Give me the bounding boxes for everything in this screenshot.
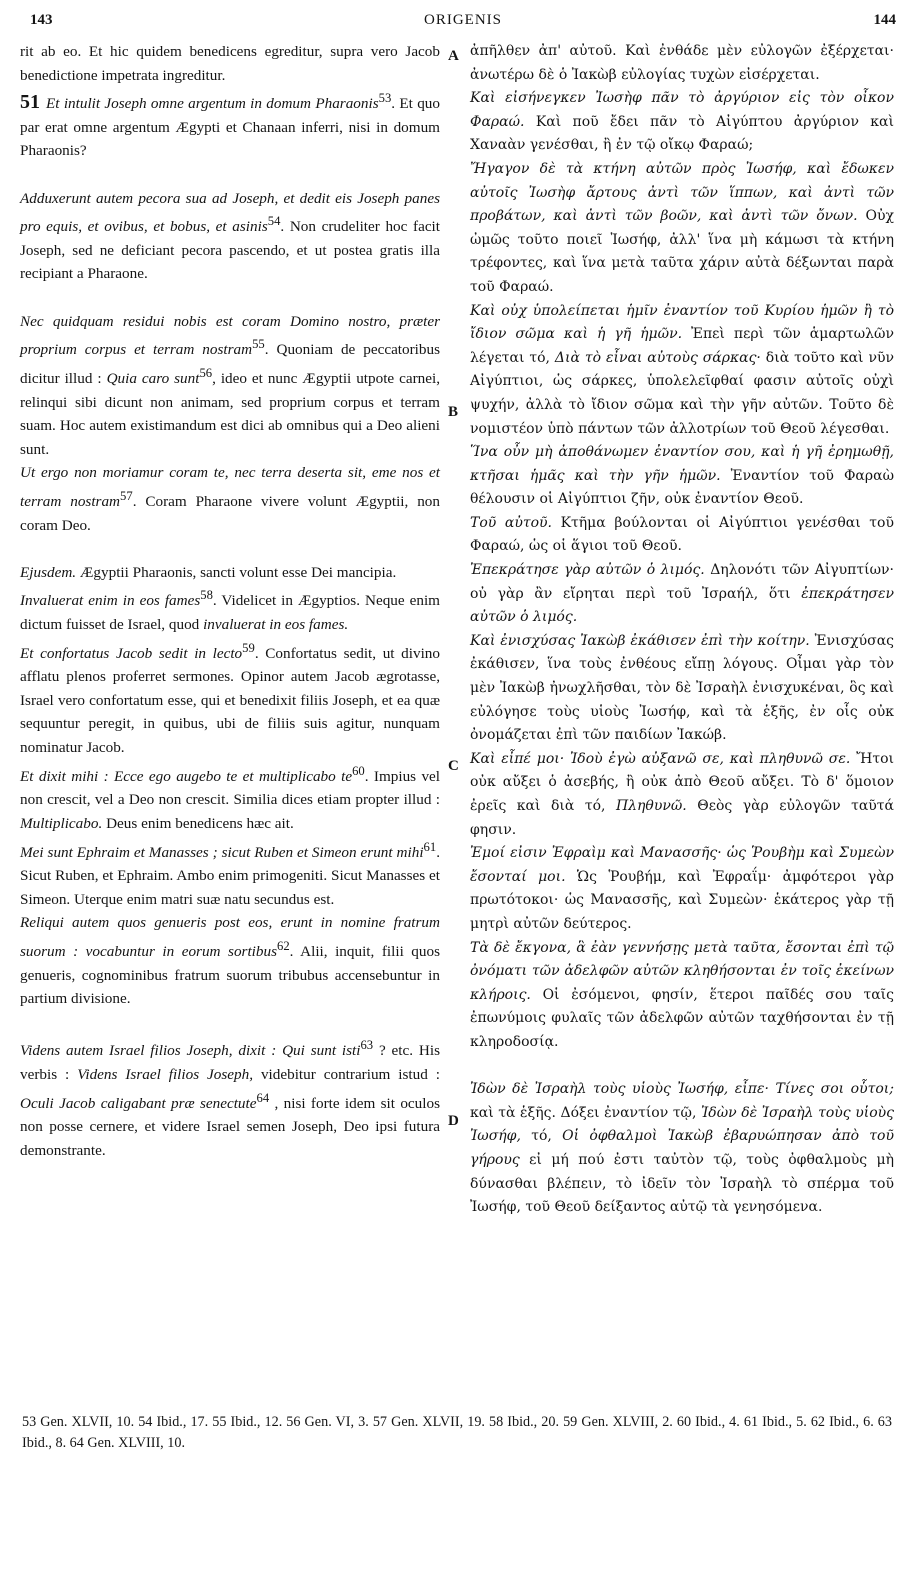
latin-column (20, 40, 440, 1162)
greek-paragraph: Ἵνα οὖν μὴ ἀποθάνωμεν ἐναντίον σου, καὶ ἡ γῆ ἐρημωθῇ, κτῆσαι ἡμᾶς καὶ τὴν γῆν ἡμῶν. Ἐναντίον τοῦ Φαραὼ θέλουσιν οἱ Αἰγύπτιοι ζῆν, οὐκ ἐναντίον Θεοῦ. (470, 444, 894, 508)
running-header (30, 12, 896, 40)
running-title: ORIGENIS (424, 12, 502, 28)
section-number: 51 (20, 91, 40, 114)
latin-paragraph: rit ab eo. Et hic quidem benedicens egreditur, supra vero Jacob benedictione impetrata ingreditur. (20, 43, 440, 84)
greek-paragraph: Καὶ εἰσήνεγκεν Ἰωσὴφ πᾶν τὸ ἀργύριον εἰς τὸν οἶκον Φαραώ. Καὶ ποῦ ἔδει πᾶν τὸ Αἰγύπτου ἀργύριον καὶ Χαναὰν γενέσθαι, ἢ ἐν τῷ οἴκῳ Φαραώ; (470, 90, 894, 154)
greek-paragraph: Τοῦ αὐτοῦ. Κτῆμα βούλονται οἱ Αἰγύπτιοι γενέσθαι τοῦ Φαραώ, ὡς οἱ ἅγιοι τοῦ Θεοῦ. (470, 514, 894, 555)
section-marker-a: A (448, 48, 459, 64)
greek-paragraph: Καὶ ἐνισχύσας Ἰακὼβ ἐκάθισεν ἐπὶ τὴν κοίτην. Ἐνισχύσας ἐκάθισεν, ἵνα τοὺς ἐνθέους εἴπῃ λόγους. Οἶμαι γὰρ τὸν μὲν Ἰακὼβ ἠνωχλῆσθαι, τὸν δὲ Ἰσραὴλ ἐνισχυκέναι, ὃς καὶ εὐλόγησε τοὺς υἱοὺς Ἰωσήφ, καὶ τὰ ἑξῆς, ἐν οἷς οὐκ ὀνομάζεται ἐπὶ τῶν παιδίων Ἰακώβ. (470, 632, 894, 744)
greek-paragraph: Ἤγαγον δὲ τὰ κτήνη αὐτῶν πρὸς Ἰωσήφ, καὶ ἔδωκεν αὐτοῖς Ἰωσὴφ ἄρτους ἀντὶ τῶν ἵππων, καὶ ἀντὶ τῶν προβάτων, καὶ ἀντὶ τῶν βοῶν, καὶ ἀντὶ τῶν ὄνων. Οὐχ ὠμῶς τοῦτο ποιεῖ Ἰωσήφ, ἀλλ' ἵνα μὴ κάμωσι τὰ κτήνη τρέφοντες, καὶ ἵνα μετὰ ταῦτα χάριν αὐτὰ δέξωνται παρὰ τοῦ Φαραώ. (470, 160, 894, 295)
latin-paragraph: 51 Et intulit Joseph omne argentum in domum Pharaonis$^{53}$. Et quo par erat omne argentum Ægypti et Chanaan inferri, nisi in domum Pharaonis? (20, 91, 440, 160)
latin-paragraph: Invaluerat enim in eos fames$^{58}$. Videlicet in Ægyptios. Neque enim dictum fuisset de Israel, quod invaluerat in eos fames. (20, 588, 440, 634)
latin-paragraph: Videns autem Israel filios Joseph, dixit : Qui sunt isti$^{63}$ ? etc. His verbis : Videns Israel filios Joseph, videbitur contrarium istud : Oculi Jacob caligabant præ senectute$^{64}$ , nisi forte idem sit oculos non posse cernere, et videre Israel semen Joseph, Deo ipsi futura demonstrante. (20, 1038, 441, 1159)
right-page-number: 144 (873, 12, 896, 28)
greek-paragraph: Τὰ δὲ ἔκγονα, ἃ ἐὰν γεννήσῃς μετὰ ταῦτα, ἔσονται ἐπὶ τῷ ὀνόματι τῶν ἀδελφῶν αὐτῶν κληθήσονται ἐν τοῖς ἐκείνων κλήροις. Οἱ ἐσόμενοι, φησίν, ἕτεροι παῖδές σου ταῖς ἐπωνύμοις φυλαῖς τῶν ἀδελφῶν αὐτῶν ταχθήσονται ἐν τῇ κληροδοσίᾳ. (470, 939, 894, 1050)
greek-paragraph: Ἰδὼν δὲ Ἰσραὴλ τοὺς υἱοὺς Ἰωσήφ, εἶπε· Τίνες σοι οὗτοι; καὶ τὰ ἑξῆς. Δόξει ἐναντίον τῷ, Ἰδὼν δὲ Ἰσραὴλ τοὺς υἱοὺς Ἰωσήφ, τό, Οἱ ὀφθαλμοὶ Ἰακὼβ ἐβαρυώπησαν ἀπὸ τοῦ γήρους εἰ μή πού ἐστι ταὐτὸν τῷ, τοὺς ὀφθαλμοὺς μὴ δύνασθαι βλέπειν, τὸ ἰδεῖν τὸν Ἰσραὴλ τὸ σπέρμα τοῦ Ἰωσήφ, τοῦ Θεοῦ δείξαντος αὐτῷ τὰ γενησόμενα. (470, 1081, 895, 1216)
latin-paragraph: Ejusdem. Ægyptii Pharaonis, sancti volunt esse Dei mancipia. (20, 563, 397, 581)
latin-paragraph: Reliqui autem quos genueris post eos, erunt in nomine fratrum suorum : vocabuntur in eorum sortibus$^{62}$. Alii, inquit, filii quos genueris, cognominibus fratrum suorum tribubus accensebuntur in partium divisione. (20, 914, 440, 1008)
section-marker-b: B (448, 404, 459, 420)
latin-paragraph: Mei sunt Ephraim et Manasses ; sicut Ruben et Simeon erunt mihi$^{61}$. Sicut Ruben, et Ephraim. Ambo enim primogeniti. Sicut Manasses et Simeon. Uterque enim matri suæ natu secundus est. (20, 839, 440, 908)
greek-paragraph: ἀπῆλθεν ἀπ' αὐτοῦ. Καὶ ἐνθάδε μὲν εὐλογῶν ἐξέρχεται· ἀνωτέρω δὲ ὁ Ἰακὼβ εὐλογίας τυχὼν εἰσέρχεται. (470, 43, 894, 83)
greek-paragraph: Ἐπεκράτησε γὰρ αὐτῶν ὁ λιμός. Δηλονότι τῶν Αἰγυπτίων· οὐ γὰρ ἂν εἴρηται περὶ τοῦ Ἰσραήλ, ὅτι ἐπεκράτησεν αὐτῶν ὁ λιμός. (470, 562, 894, 626)
greek-paragraph: Καὶ εἶπέ μοι· Ἰδοὺ ἐγὼ αὐξανῶ σε, καὶ πληθυνῶ σε. Ἤτοι οὐκ αὔξει ὁ ἀσεβής, ἢ οὐκ ἀπὸ Θεοῦ αὔξει. Τὸ δ' ὅμοιον ἐρεῖς καὶ διὰ τό, Πληθυνῶ. Θεὸς γὰρ εὐλογῶν ταῦτά φησιν. (470, 750, 894, 838)
footnotes: 53 Gen. XLVII, 10. 54 Ibid., 17. 55 Ibid., 12. 56 Gen. VI, 3. 57 Gen. XLVII, 19. 58 Ibid., 20. 59 Gen. XLVIII, 2. 60 Ibid., 4. 61 Ibid., 5. 62 Ibid., 6. 63 Ibid., 8. 64 Gen. XLVIII, 10. (22, 1414, 892, 1451)
section-marker-c: C (448, 758, 459, 774)
latin-paragraph: Nec quidquam residui nobis est coram Domino nostro, præter proprium corpus et terram nostram$^{55}$. Quoniam de peccatoribus dicitur illud : Quia caro sunt$^{56}$, ideo et nunc Ægyptii utpote carnei, relinqui sibi dicunt non animam, sed proprium corpus et terram suam. Hoc autem existimandum est dici ab omnibus qui a Deo alieni sunt. (20, 312, 441, 458)
latin-paragraph: Adduxerunt autem pecora sua ad Joseph, et dedit eis Joseph panes pro equis, et ovibus, et bobus, et asinis$^{54}$. Non crudeliter hoc facit Joseph, sed ne deficiant pecora pascendo, et ut postea gratis illa recipiant a Pharaone. (20, 189, 440, 283)
left-page-number: 143 (30, 12, 53, 28)
latin-paragraph: Et dixit mihi : Ecce ego augebo te et multiplicabo $te^{60}$. Impius vel non crescit, vel a Deo non crescit. Similia dices etiam propter illud : Multiplicabo. Deus enim benedicens hæc ait. (20, 763, 441, 832)
latin-paragraph: Et confortatus Jacob sedit in lecto$^{59}$. Confortatus sedit, ut divino afflatu plenos proferret sermones. Opinor autem Jacob ægrotasse, Israel vero confortatum esse, qui et benedixit filiis Joseph, et ea quæ sequuntur peregit, in quibus, ubi de filiis suis agitur, nunquam nominatur Jacob. (20, 640, 440, 757)
section-marker-d: D (448, 1113, 459, 1129)
greek-paragraph: Καὶ οὐχ ὑπολείπεται ἡμῖν ἐναντίον τοῦ Κυρίου ἡμῶν ἢ τὸ ἴδιον σῶμα καὶ ἡ γῆ ἡμῶν. Ἐπεὶ περὶ τῶν ἁμαρτωλῶν λέγεται τό, Διὰ τὸ εἶναι αὐτοὺς σάρκας· διὰ τοῦτο καὶ νῦν Αἰγύπτιοι, ὡς σάρκες, ὑπολελεῖφθαί φασιν αὐτοῖς οὐχὶ ψυχήν, ἀλλὰ τὸ ἴδιον σῶμα καὶ τὴν γῆν αὐτῶν. Τοῦτο δὲ νομιστέον ὑπὸ πάντων τῶν ἀλλοτρίων τοῦ Θεοῦ λέγεσθαι. (470, 302, 894, 437)
latin-paragraph: Ut ergo non moriamur coram te, nec terra deserta sit, eme nos et terram nostram$^{57}$. Coram Pharaone vivere volunt Ægyptii, non coram Deo. (20, 464, 440, 534)
greek-column (470, 40, 894, 1220)
greek-paragraph: Ἐμοί εἰσιν Ἐφραὶμ καὶ Μανασσῆς· ὡς Ῥουβὴμ καὶ Συμεὼν ἔσονταί μοι. Ὡς Ῥουβήμ, καὶ Ἐφραΐμ· ἀμφότεροι γὰρ πρωτότοκοι· ὡς Μανασσῆς, καὶ Συμεὼν· ἑκάτερος γὰρ τῇ μητρὶ αὐτῶν δεύτερος. (470, 845, 894, 932)
